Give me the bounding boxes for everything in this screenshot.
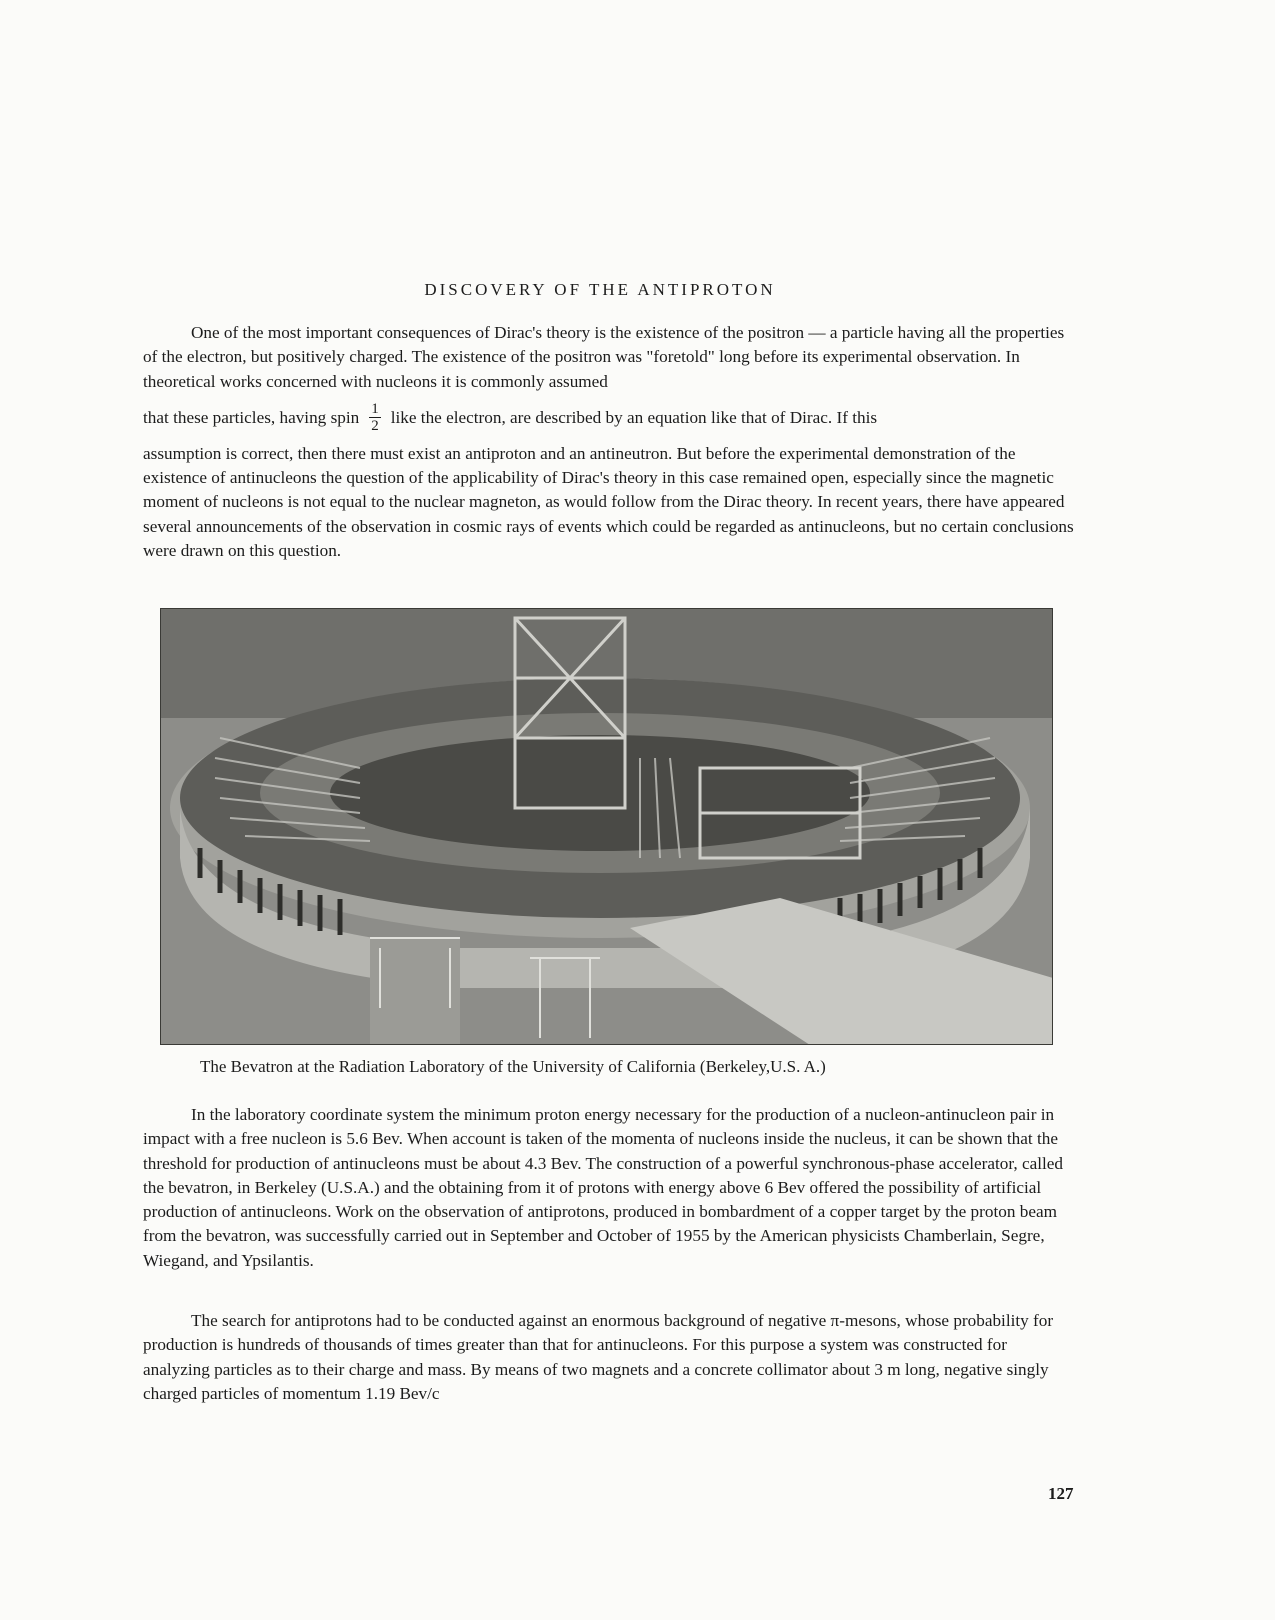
fraction-line-after: like the electron, are described by an equation like that of Dirac. If this [390,407,878,427]
fraction-line-before: that these particles, having spin [143,407,360,427]
paragraph-3 [143,1309,1078,1406]
paragraph-1 [143,321,1078,563]
paragraph-3-text: The search for antiprotons had to be conducted against an enormous background of negative π-mesons, whose probability for production is hundreds of thousands of times greater than that for antinucleons. For this purpose a system was constructed for analyzing particles as to their charge and mass. By means of two magnets and a concrete collimator about 3 m long, negative singly charged particles of momentum 1.19 Bev/c [143,1311,1054,1403]
fraction-numerator: 1 [371,401,379,418]
fraction-one-half [369,401,381,434]
bevatron-photo [160,608,1053,1045]
photo-caption: The Bevatron at the Radiation Laboratory of the University of California (Berkeley,U.S. A.) [200,1057,826,1076]
paragraph-1-part-b: assumption is correct, then there must exist an antiproton and an antineutron. But before the experimental demonstration of the existence of antinucleons the question of the applicability of Dirac's theory in this case remained open, especially since the magnetic moment of nucleons is not equal to the nuclear magneton, as would follow from the Dirac theory. In recent years, there have appeared several announcements of the observation in cosmic rays of events which could be regarded as antinucleons, but no certain conclusions were drawn on this question. [143,443,1074,561]
page-number: 127 [1048,1484,1074,1503]
paragraph-1-part-a: One of the most important consequences of Dirac's theory is the existence of the positron — a particle having all the properties of the electron, but positively charged. The existence of the positron was "foretold" long before its experimental observation. In theoretical works concerned with nucleons it is commonly assumed [143,323,1065,391]
bevatron-photo-illustration [160,608,1053,1045]
paragraph-2-text: In the laboratory coordinate system the minimum proton energy necessary for the production of a nucleon-antinucleon pair in impact with a free nucleon is 5.6 Bev. When account is taken of the momenta of nucleons inside the nucleus, it can be shown that the threshold for production of antinucleons must be about 4.3 Bev. The construction of a powerful synchronous-phase accelerator, called the bevatron, in Berkeley (U.S.A.) and the obtaining from it of protons with energy above 6 Bev offered the possibility of artificial production of antinucleons. Work on the observation of antiprotons, produced in bombardment of a copper target by the proton beam from the bevatron, was successfully carried out in September and October of 1955 by the American physicists Chamberlain, Segre, Wiegand, and Ypsilantis. [143,1105,1063,1270]
fraction-denominator: 2 [371,418,379,435]
page-title: DISCOVERY OF THE ANTIPROTON [424,280,776,299]
fraction-line [143,394,1078,442]
paragraph-2 [143,1103,1078,1273]
